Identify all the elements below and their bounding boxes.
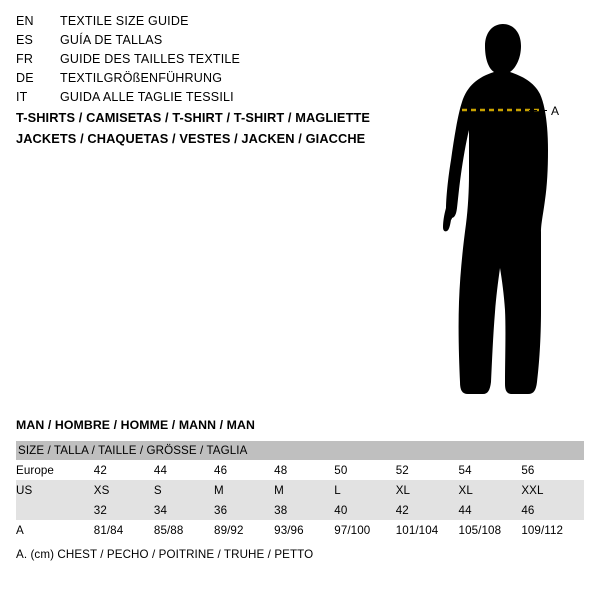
row-label [16,500,94,520]
cell-value: 42 [94,460,154,480]
language-code: DE [16,71,34,85]
cell-value: XL [396,480,459,500]
cell-value: 40 [334,500,395,520]
language-text: GUÍA DE TALLAS [60,33,163,47]
measure-label-a: A [551,104,560,118]
measure-leader-line [529,110,547,112]
cell-value: 50 [334,460,395,480]
table-row [16,500,584,520]
cell-value: 93/96 [274,520,334,540]
cell-value: 48 [274,460,334,480]
language-text: GUIDA ALLE TAGLIE TESSILI [60,90,234,104]
male-silhouette-figure [400,10,600,405]
cell-value: 105/108 [459,520,522,540]
cell-value: 54 [459,460,522,480]
cell-value: XS [94,480,154,500]
table-footnote: A. (cm) CHEST / PECHO / POITRINE / TRUHE / PETTO [16,548,314,561]
cell-value: 97/100 [334,520,395,540]
category-tshirts: T-SHIRTS / CAMISETAS / T-SHIRT / T-SHIRT / MAGLIETTE [16,110,371,125]
language-text: TEXTILGRÖßENFÜHRUNG [60,71,223,85]
cell-value: M [214,480,274,500]
cell-value: L [334,480,395,500]
language-text: TEXTILE SIZE GUIDE [60,14,189,28]
table-header-row [16,441,584,460]
language-row [16,14,376,33]
language-list [16,14,376,109]
language-text: GUIDE DES TAILLES TEXTILE [60,52,241,66]
table-row [16,460,584,480]
cell-value: XL [459,480,522,500]
row-label: US [16,480,94,500]
cell-value: 101/104 [396,520,459,540]
table-row [16,520,584,540]
silhouette-icon [400,10,600,405]
table-header-cell [16,441,584,460]
cell-value: 81/84 [94,520,154,540]
cell-value: 85/88 [154,520,214,540]
cell-value: 56 [521,460,584,480]
language-code: ES [16,33,34,47]
cell-value: 46 [214,460,274,480]
language-row [16,52,376,71]
cell-value: S [154,480,214,500]
row-label: Europe [16,460,94,480]
cell-value: M [274,480,334,500]
table-row [16,480,584,500]
cell-value: 38 [274,500,334,520]
cell-value: 52 [396,460,459,480]
cell-value: 42 [396,500,459,520]
cell-value: 89/92 [214,520,274,540]
cell-value: 32 [94,500,154,520]
language-row [16,90,376,109]
table-title: MAN / HOMBRE / HOMME / MANN / MAN [16,418,255,432]
table-header-label: SIZE / TALLA / TAILLE / GRÖSSE / TAGLIA [18,444,248,457]
language-row [16,33,376,52]
cell-value: 44 [154,460,214,480]
cell-value: 46 [521,500,584,520]
category-jackets: JACKETS / CHAQUETAS / VESTES / JACKEN / GIACCHE [16,131,366,146]
cell-value: XXL [521,480,584,500]
language-code: IT [16,90,28,104]
language-code: EN [16,14,34,28]
cell-value: 44 [459,500,522,520]
cell-value: 36 [214,500,274,520]
language-code: FR [16,52,34,66]
category-list [16,110,396,152]
cell-value: 34 [154,500,214,520]
cell-value: 109/112 [521,520,584,540]
size-table [16,441,584,540]
row-label: A [16,520,94,540]
language-row [16,71,376,90]
